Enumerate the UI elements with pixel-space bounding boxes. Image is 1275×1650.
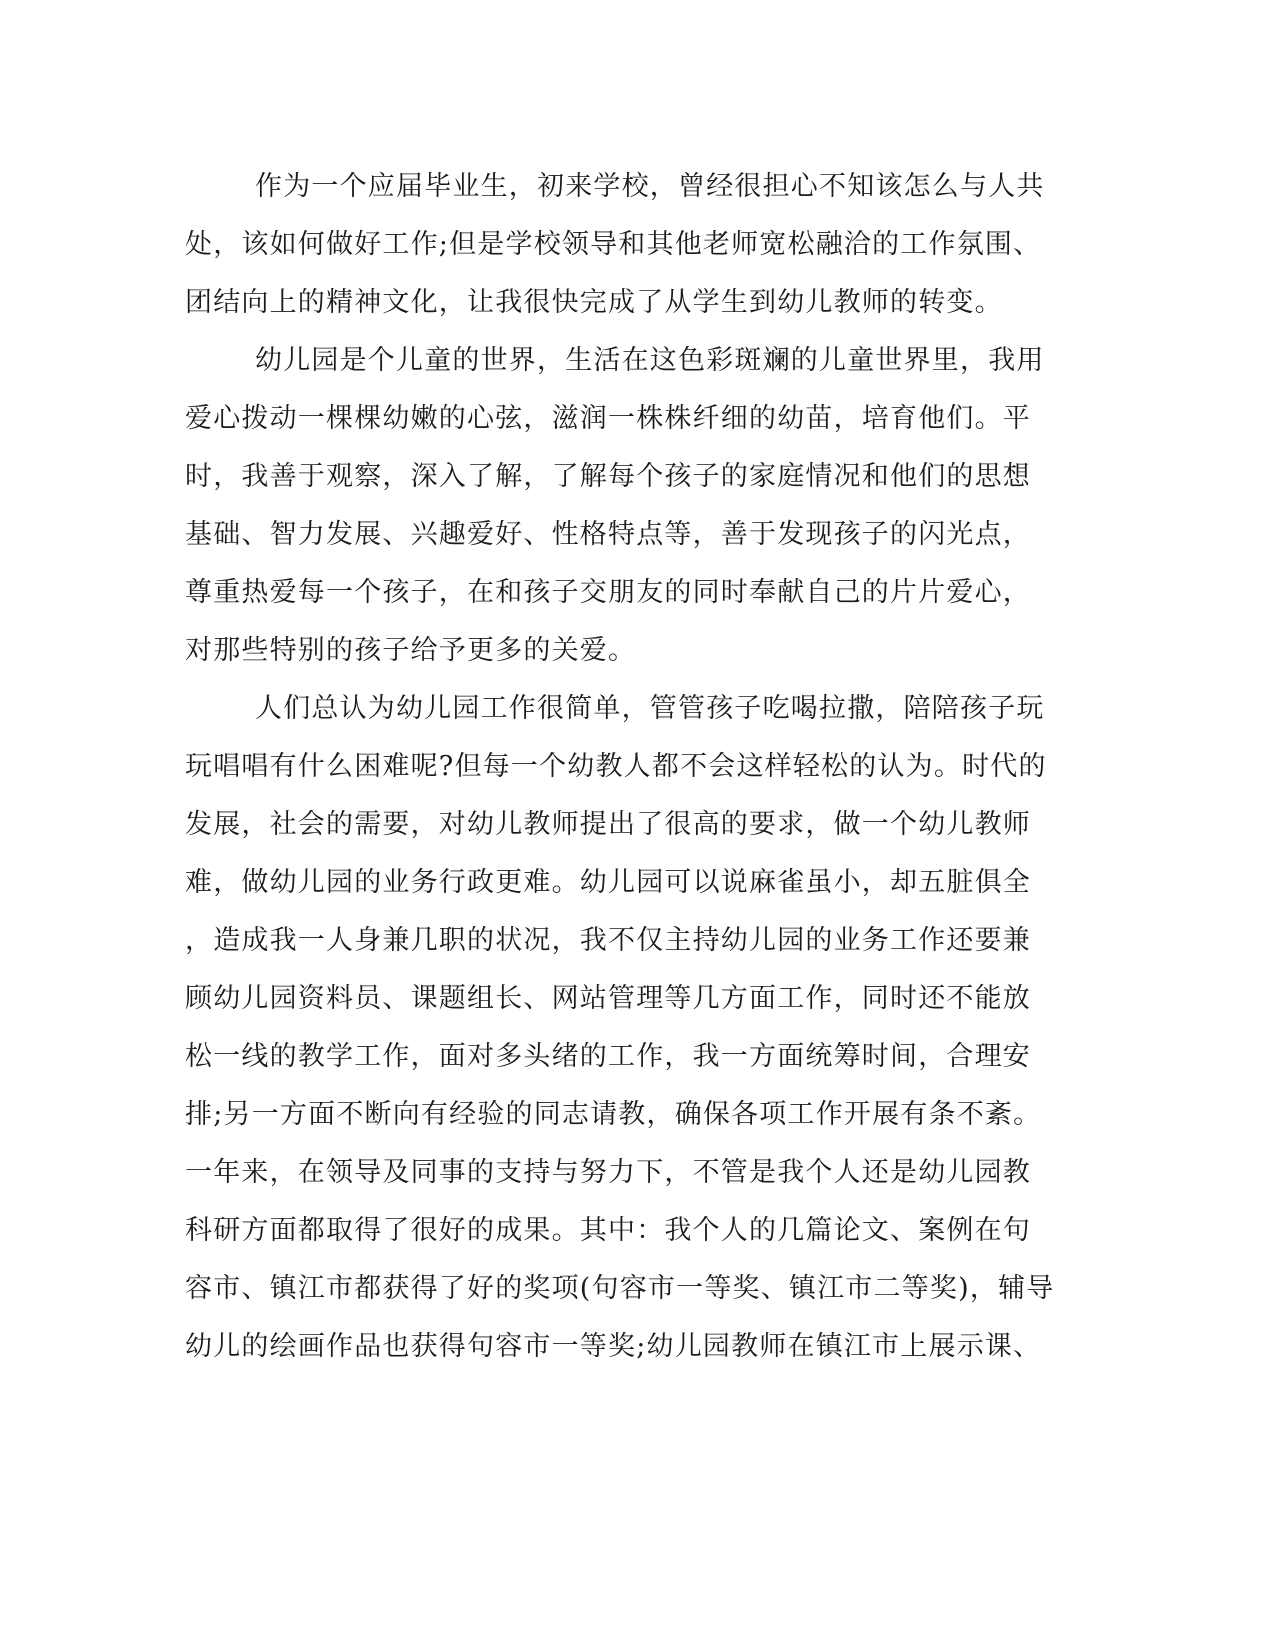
body-text [185,158,1065,1376]
paragraph-2 [185,332,1065,680]
text-line: 时，我善于观察，深入了解，了解每个孩子的家庭情况和他们的思想 [185,461,1031,492]
text-line: 对那些特别的孩子给予更多的关爱。 [185,635,637,666]
text-line: 幼儿园是个儿童的世界，生活在这色彩斑斓的儿童世界里，我用 [255,345,1045,376]
text-line: 顾幼儿园资料员、课题组长、网站管理等几方面工作，同时还不能放 [185,983,1031,1014]
text-line: ，造成我一人身兼几职的状况，我不仅主持幼儿园的业务工作还要兼 [185,925,1031,956]
text-line: 爱心拨动一棵棵幼嫩的心弦，滋润一株株纤细的幼苗，培育他们。平 [185,403,1031,434]
text-line: 松一线的教学工作，面对多头绪的工作，我一方面统筹时间，合理安 [185,1041,1031,1072]
text-line: 发展，社会的需要，对幼儿教师提出了很高的要求，做一个幼儿教师 [185,809,1031,840]
paragraph-3 [185,680,1065,1376]
text-line: 一年来，在领导及同事的支持与努力下，不管是我个人还是幼儿园教 [185,1157,1031,1188]
text-line: 幼儿的绘画作品也获得句容市一等奖;幼儿园教师在镇江市上展示课、 [185,1331,1042,1362]
text-line: 团结向上的精神文化，让我很快完成了从学生到幼儿教师的转变。 [185,287,1003,318]
text-line: 排;另一方面不断向有经验的同志请教，确保各项工作开展有条不紊。 [185,1099,1042,1130]
text-line: 基础、智力发展、兴趣爱好、性格特点等，善于发现孩子的闪光点， [185,519,1031,550]
text-line: 尊重热爱每一个孩子，在和孩子交朋友的同时奉献自己的片片爱心， [185,577,1031,608]
text-line: 难，做幼儿园的业务行政更难。幼儿园可以说麻雀虽小，却五脏俱全 [185,867,1031,898]
paragraph-1 [185,158,1065,332]
text-line: 容市、镇江市都获得了好的奖项(句容市一等奖、镇江市二等奖)，辅导 [185,1273,1055,1304]
text-line: 人们总认为幼儿园工作很简单，管管孩子吃喝拉撒，陪陪孩子玩 [255,693,1045,724]
text-line: 玩唱唱有什么困难呢?但每一个幼教人都不会这样轻松的认为。时代的 [185,751,1047,782]
text-line: 科研方面都取得了很好的成果。其中：我个人的几篇论文、案例在句 [185,1215,1031,1246]
text-line: 处，该如何做好工作;但是学校领导和其他老师宽松融洽的工作氛围、 [185,229,1042,260]
text-line: 作为一个应届毕业生，初来学校，曾经很担心不知该怎么与人共 [255,171,1045,202]
